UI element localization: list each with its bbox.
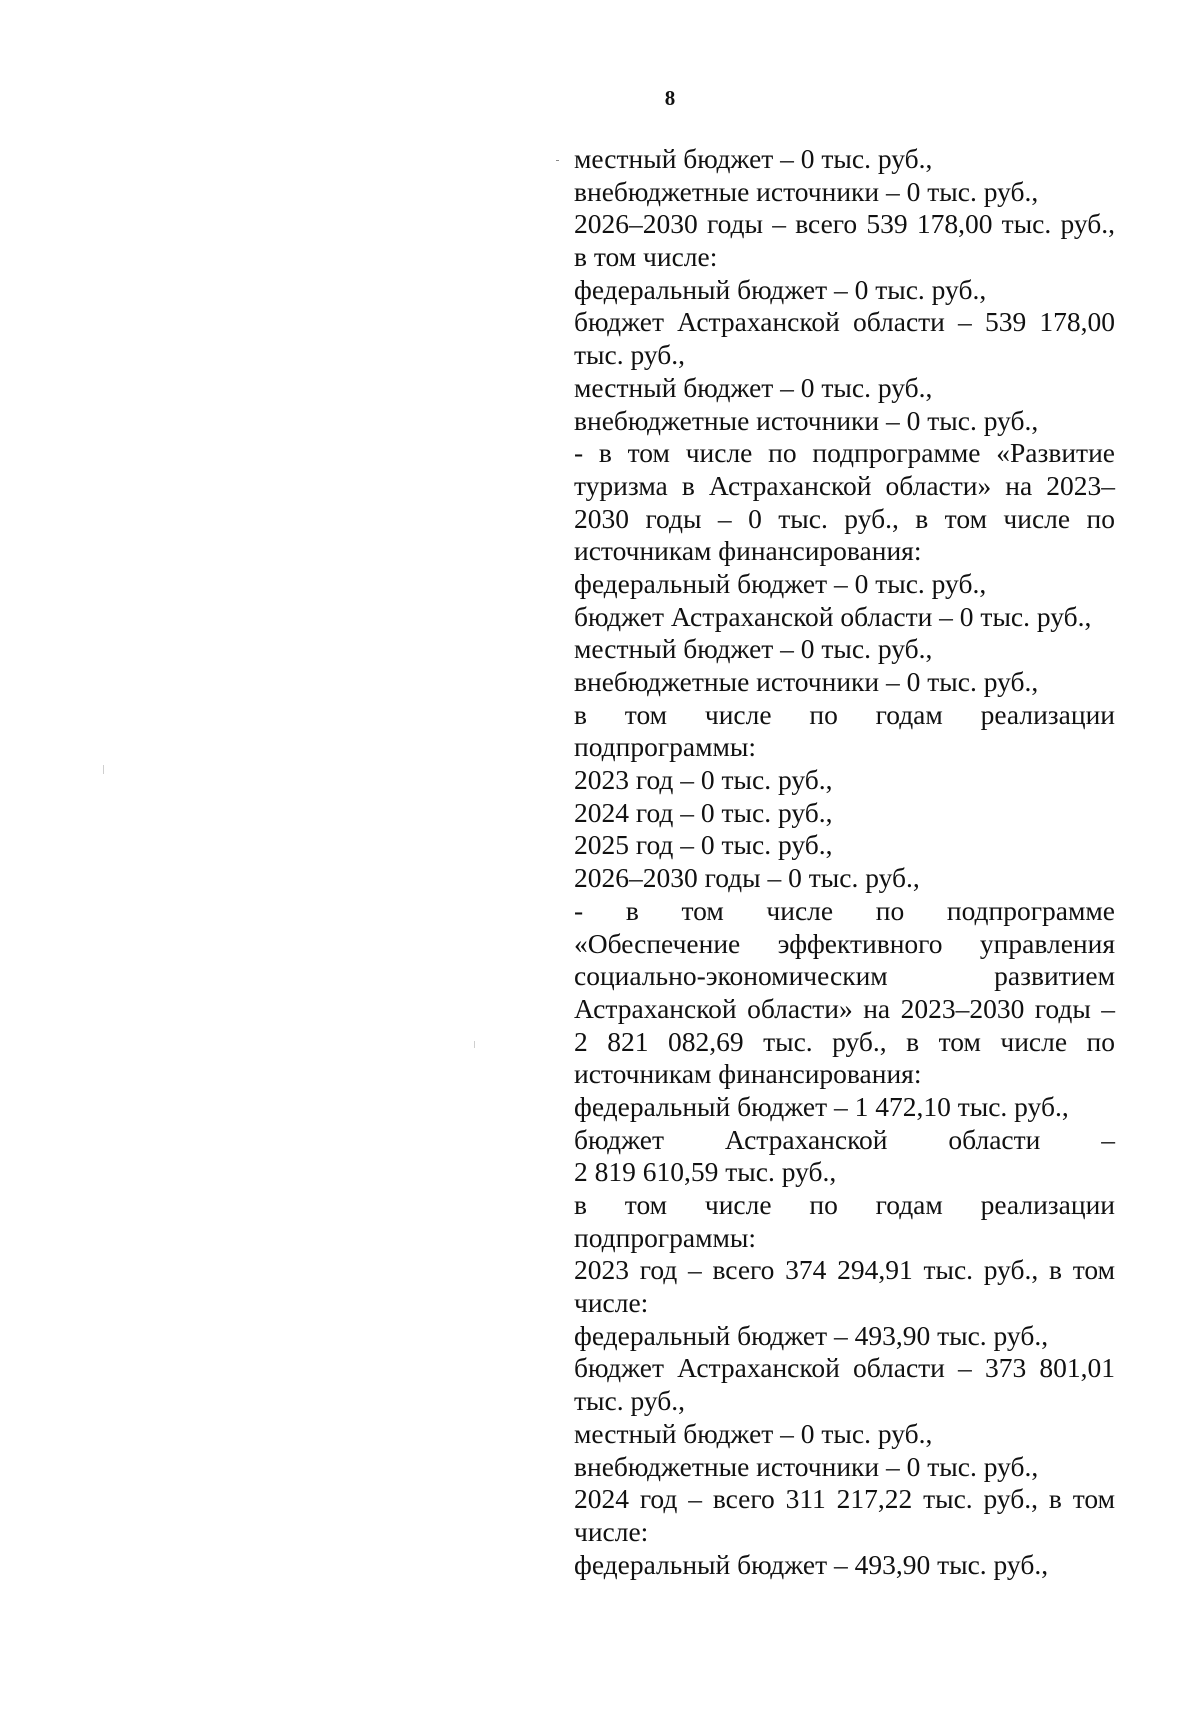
page-number: 8 bbox=[664, 86, 676, 110]
text-line: в том числе по годам реализации bbox=[574, 698, 1115, 730]
text-line: федеральный бюджет – 493,90 тыс. руб., bbox=[574, 1548, 1049, 1580]
text-line: числе: bbox=[574, 1287, 649, 1319]
text-line: федеральный бюджет – 1 472,10 тыс. руб., bbox=[574, 1090, 1069, 1122]
text-line: 2023 год – 0 тыс. руб., bbox=[574, 764, 833, 796]
text-line: социально-экономическим развитием bbox=[574, 960, 1115, 992]
text-line: подпрограммы: bbox=[574, 1221, 757, 1253]
text-line: федеральный бюджет – 0 тыс. руб., bbox=[574, 273, 987, 305]
text-line: бюджет Астраханской области – 373 801,01 bbox=[574, 1352, 1115, 1384]
text-line: местный бюджет – 0 тыс. руб., bbox=[574, 371, 933, 403]
text-line: 2 821 082,69 тыс. руб., в том числе по bbox=[574, 1025, 1115, 1057]
text-line: 2024 год – всего 311 217,22 тыс. руб., в том bbox=[574, 1483, 1115, 1515]
text-line: тыс. руб., bbox=[574, 1385, 685, 1417]
text-line: федеральный бюджет – 0 тыс. руб., bbox=[574, 567, 987, 599]
text-line: 2026–2030 годы – всего 539 178,00 тыс. руб., bbox=[574, 208, 1115, 240]
text-line: бюджет Астраханской области – 539 178,00 bbox=[574, 306, 1115, 338]
text-line: 2023 год – всего 374 294,91 тыс. руб., в том bbox=[574, 1254, 1115, 1286]
text-line: внебюджетные источники – 0 тыс. руб., bbox=[574, 175, 1039, 207]
text-line: тыс. руб., bbox=[574, 339, 685, 371]
text-line: туризма в Астраханской области» на 2023– bbox=[574, 469, 1115, 501]
text-line: 2025 год – 0 тыс. руб., bbox=[574, 829, 833, 861]
text-line: местный бюджет – 0 тыс. руб., bbox=[574, 1417, 933, 1449]
text-line: в том числе по годам реализации bbox=[574, 1189, 1115, 1220]
text-line: местный бюджет – 0 тыс. руб., bbox=[574, 633, 933, 665]
text-line: федеральный бюджет – 493,90 тыс. руб., bbox=[574, 1319, 1049, 1351]
text-line: 2024 год – 0 тыс. руб., bbox=[574, 796, 833, 828]
text-line: источникам финансирования: bbox=[574, 535, 922, 567]
text-line: внебюджетные источники – 0 тыс. руб., bbox=[574, 666, 1039, 697]
text-line: - в том числе по подпрограмме «Развитие bbox=[574, 437, 1115, 469]
text-line: местный бюджет – 0 тыс. руб., bbox=[574, 143, 933, 174]
text-line: числе: bbox=[574, 1515, 649, 1547]
text-line: внебюджетные источники – 0 тыс. руб., bbox=[574, 1450, 1039, 1482]
text-line: 2026–2030 годы – 0 тыс. руб., bbox=[574, 862, 920, 894]
scan-speck bbox=[103, 765, 104, 774]
text-line: бюджет Астраханской области – 0 тыс. руб., bbox=[574, 600, 1092, 632]
text-line: «Обеспечение эффективного управления bbox=[574, 927, 1115, 959]
text-line: 2030 годы – 0 тыс. руб., в том числе по bbox=[574, 502, 1115, 534]
text-line: бюджет Астраханской области – bbox=[574, 1123, 1115, 1155]
scan-mark bbox=[556, 160, 559, 161]
text-line: внебюджетные источники – 0 тыс. руб., bbox=[574, 404, 1039, 436]
scan-speck bbox=[474, 1041, 475, 1048]
text-line: Астраханской области» на 2023–2030 годы – bbox=[574, 992, 1115, 1024]
text-line: источникам финансирования: bbox=[574, 1058, 922, 1090]
text-line: подпрограммы: bbox=[574, 731, 757, 763]
text-line: - в том числе по подпрограмме bbox=[574, 894, 1115, 926]
body-text-column bbox=[574, 143, 1115, 1581]
text-line: в том числе: bbox=[574, 241, 718, 273]
text-line: 2 819 610,59 тыс. руб., bbox=[574, 1156, 837, 1188]
